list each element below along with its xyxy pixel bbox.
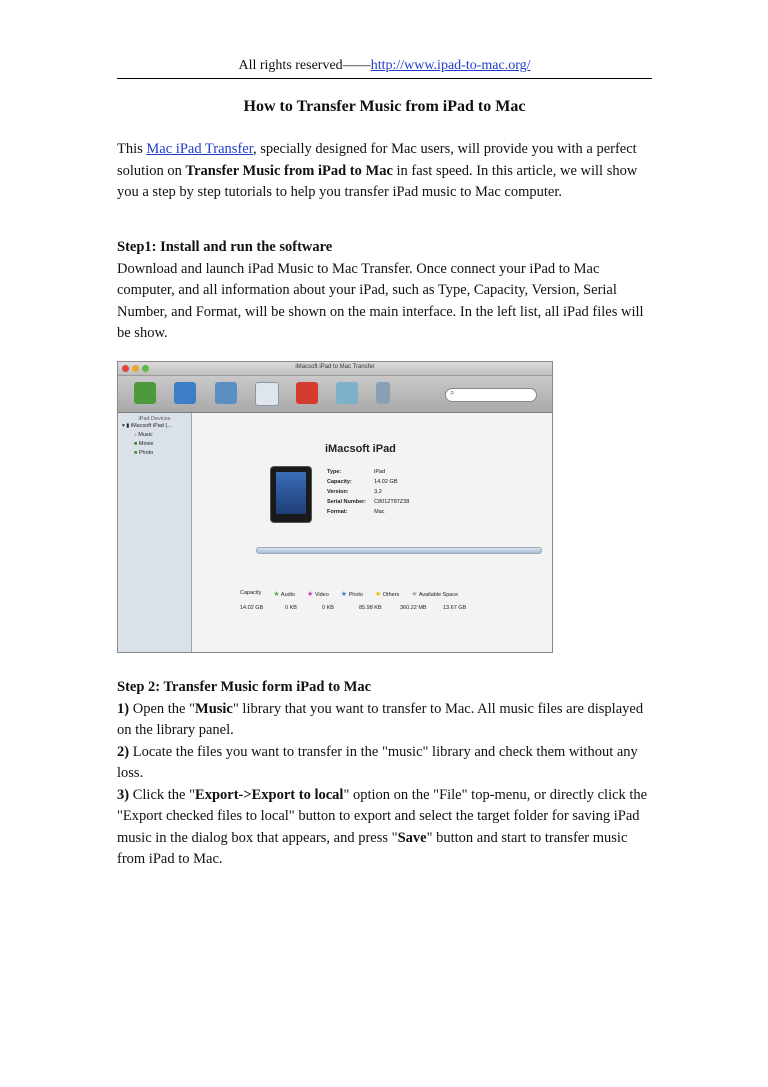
star-icon: ★	[340, 591, 348, 598]
add-file-icon	[134, 382, 156, 404]
export-icon	[215, 382, 237, 404]
info-icon	[376, 382, 390, 404]
search-file-icon	[336, 382, 358, 404]
page-header	[117, 58, 652, 79]
mac-ipad-transfer-link[interactable]: Mac iPad Transfer	[146, 141, 253, 157]
app-screenshot	[117, 361, 553, 653]
star-icon: ★	[273, 591, 280, 598]
copyright-text: All rights reserved——	[238, 58, 371, 73]
add-folder-icon	[174, 382, 196, 404]
device-specs: Type: iPad Capacity: 14.02 GB Version: 3.2 Serial Number: C8012T87Z38 Format: Mac	[327, 469, 410, 515]
device-name: iMacsoft iPad	[325, 443, 396, 455]
capacity-legend: Capacity ★ Audio ★ Video ★ Photo ★ Others ★ Available Space	[240, 590, 459, 598]
step1-body: Download and launch iPad Music to Mac Transfer. Once connect your iPad to Mac computer, and all information about your iPad, such as Type, Capacity, Version, Serial Number, and Format, will be shown on the main interface. In the left list, all iPad files will be show.	[117, 260, 644, 341]
star-icon: ★	[307, 591, 314, 598]
device-sidebar	[118, 413, 192, 652]
search-field	[445, 388, 537, 402]
window-titlebar	[118, 362, 552, 376]
sidebar-item-movie: ■ Movie	[134, 441, 154, 447]
page-title: How to Transfer Music from iPad to Mac	[243, 98, 526, 115]
sidebar-item-photo: ■ Photo	[134, 450, 154, 456]
step1-heading: Step1: Install and run the software	[117, 239, 333, 255]
sidebar-device: ▾ ▮ iMacsoft iPad (...	[122, 423, 172, 429]
delete-icon	[296, 382, 318, 404]
ipad-image	[270, 466, 312, 523]
site-link[interactable]: http://www.ipad-to-mac.org/	[370, 58, 531, 73]
intro-paragraph: This Mac iPad Transfer, specially designed for Mac users, will provide you with a perfect solution on Transfer Music from iPad to Mac in fast speed. In this article, we will show you a step by step tutorials to help you transfer iPad music to Mac computer.	[117, 141, 638, 200]
window-title: iMacsoft iPad to Mac Transfer	[295, 364, 375, 370]
capacity-bar	[256, 547, 542, 554]
search-icon: ⌕	[450, 388, 455, 397]
toolbar	[118, 376, 552, 413]
device-info-panel: iMacsoft iPad Type: iPad Capacity: 14.02 GB Version: 3.2 Serial Number: C8012T87Z38 Format: Mac Capacity ★ Audio ★ Video ★ Photo ★ Others ★ Available Space 14.02 GB 0 KB 0 KB 85.98 KB 360.22 MB 13.67 GB	[192, 413, 552, 652]
sidebar-header: iPad Devices	[138, 416, 171, 422]
step1-section	[117, 237, 652, 345]
list-icon	[255, 382, 279, 406]
step2-section: Step 2: Transfer Music form iPad to Mac 1) Open the "Music" library that you want to transfer to Mac. All music files are displayed on the library panel. 2) Locate the files you want to transfer in the "music" library and check them without any loss. 3) Click the "Export->Export to local" option on the "File" top-menu, or directly click the "Export checked files to local" button to export and select the target folder for saving iPad music in the dialog box that appears, and press "Save" button and start to transfer music from iPad to Mac.	[117, 679, 648, 867]
step2-heading: Step 2: Transfer Music form iPad to Mac	[117, 679, 372, 695]
star-icon: ★	[374, 591, 382, 598]
star-icon: ★	[411, 591, 418, 598]
sidebar-item-music: ♪ Music	[134, 432, 153, 438]
